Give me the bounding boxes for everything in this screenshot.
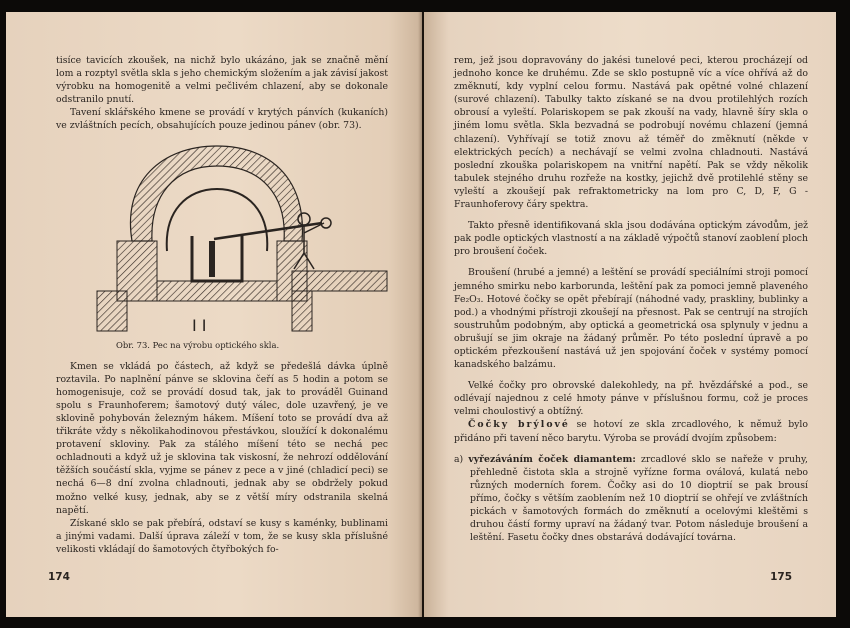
list-item: [454, 453, 808, 545]
paragraph: Broušení (hrubé a jemné) a leštění se provádí speciálními stroji pomocí jemného smirku nebo karborunda, leštění pak za pomoci jemně plaveného Fe₂O₃. Hotové čočky se opět přebírají (náhodné vady, praskliny, bublinky a pod.) a vhodnými přístroji zkoušejí na přesnost. Pak se centrují na strojích soustruhům podobným, aby optická a geometrická osa splynuly v jednu a obrušují se jim okraje na žádaný průměr. Po této poslední úpravě a po optickém přezkoušení nastává už jen spojování čoček v systémy pomocí kanadského balzámu.: [454, 267, 808, 371]
list-term: vyřezáváním čoček diamantem:: [468, 453, 636, 465]
paragraph: Získané sklo se pak přebírá, odstaví se kusy s kaménky, bublinami a jinými vadami. Další úprava záleží v tom, že se kusy skla příslušné velikosti vkládají do šamotových čtyřbokých fo-: [56, 517, 388, 555]
right-page: [424, 12, 836, 617]
page-number: 174: [48, 571, 70, 583]
figure-label: I I: [192, 315, 207, 335]
left-page: [6, 12, 422, 617]
paragraph-text: se hotoví ze skla zrcadlového, k němuž bylo přidáno při tavení něco barytu. Výroba se provádí dvojím způsobem:: [454, 419, 808, 444]
paragraph: Kmen se vkládá po částech, až když se předešlá dávka úplně roztavila. Po naplnění pánve se sklovina čeří as 5 hodin a potom se homogenisuje, což se provádí dosud tak, jak to prováděl Guinand spolu s Fraunhoferem; šamotový dutý válec, dole uzavřený, je ve sklovině pohybován železným hákem. Míšení toto se provádí dva až třikráte vždy s několikahodinovou přestávkou, sloužící k dokonalému protavení skloviny. Pak za stálého míšení této se nechá pec ochladnouti a když už je sklovina tak viskosní, že nehrozí oddělování těžších součástí skla, vyjme se pánev z pece a v jiné (chladicí peci) se nechá 6—8 dní zvolna chladnouti, jednak aby se obdržely pokud možno velké kusy, jednak, aby se z větší míry odstranila skelná napětí.: [56, 360, 388, 516]
furnace-figure: [92, 141, 392, 336]
paragraph-brylove: [454, 418, 808, 444]
list-text: zrcadlové sklo se nařeže v pruhy, přehledně čistota skla a strojně vyřízne forma oválová, kulatá nebo různých moderních forem. Čočky asi do 10 dioptrií se pak brousí přímo, čočky s větším zaoblením než 10 dioptrií se ohřejí ve zvláštních pickách v šamotových formách do změknutí a ocelovými kleštěmi s druhou částí formy upraví na žádaný tvar. Potom následuje broušení a leštění. Fasetu čočky dnes obstarává dodávající továrna.: [470, 453, 809, 544]
term-cocky-brylove: Čočky brýlové: [468, 419, 570, 431]
paragraph: Velké čočky pro obrovské dalekohledy, na př. hvězdářské a pod., se odlévají najednou z celé hmoty pánve v příslušnou formu, což je proces velmi choulostivý a obtížný.: [454, 380, 808, 418]
paragraph: rem, jež jsou dopravovány do jakési tunelové peci, kterou procházejí od jednoho konce ke druhému. Zde se sklo postupně víc a více ohřívá až do změknutí, kdy vyplní celou formu. Nastává pak opětné volné chlazení (surové chlazení). Tabulky takto získané se na dvou protilehlých rozích obrousí a vyleští. Polariskopem se pak zkouší na vady, hlavně šíry skla o jiném lomu světla. Skla bezvadná se podrobují novému chlazení (jemná chlazení). Vyhřívají se totiž znovu až téměř do změknutí (někde v elektrických pecích) a nechávají se velmi zvolna chladnouti. Nastává poslední zkouška polariskopem na vnitřní napětí. Pak se vždy několik tabulek stejného druhu rozřeže na kostky, jejichž dvě protilehlé stěny se vyleští a zkoušejí pak refraktometricky na lom pro C, D, F, G - Fraunhoferovy čáry spektra.: [454, 55, 808, 211]
paragraph: Takto přesně identifikovaná skla jsou dodávána optickým závodům, jež pak podle optických vlastností a na základě výpočtů stanoví zaoblení ploch pro broušení čoček.: [454, 220, 808, 258]
page-number: 175: [770, 571, 792, 583]
furnace-illustration: [92, 141, 392, 336]
list-marker: a): [454, 453, 469, 465]
figure-caption: Obr. 73. Pec na výrobu optického skla.: [116, 339, 280, 350]
paragraph: tisíce tavicích zkoušek, na nichž bylo ukázáno, jak se značně mění lom a rozptyl světla skla s jeho chemickým složením a jak závisí jakost výrobku na homogenitě a velmi pečlivém chlazení, aby se dokonale odstranilo pnutí.: [56, 55, 388, 106]
paragraph: Tavení sklářského kmene se provádí v krytých pánvích (kukaních) ve zvláštních pecích, obsahujících pouze jedinou pánev (obr. 73).: [56, 107, 388, 132]
